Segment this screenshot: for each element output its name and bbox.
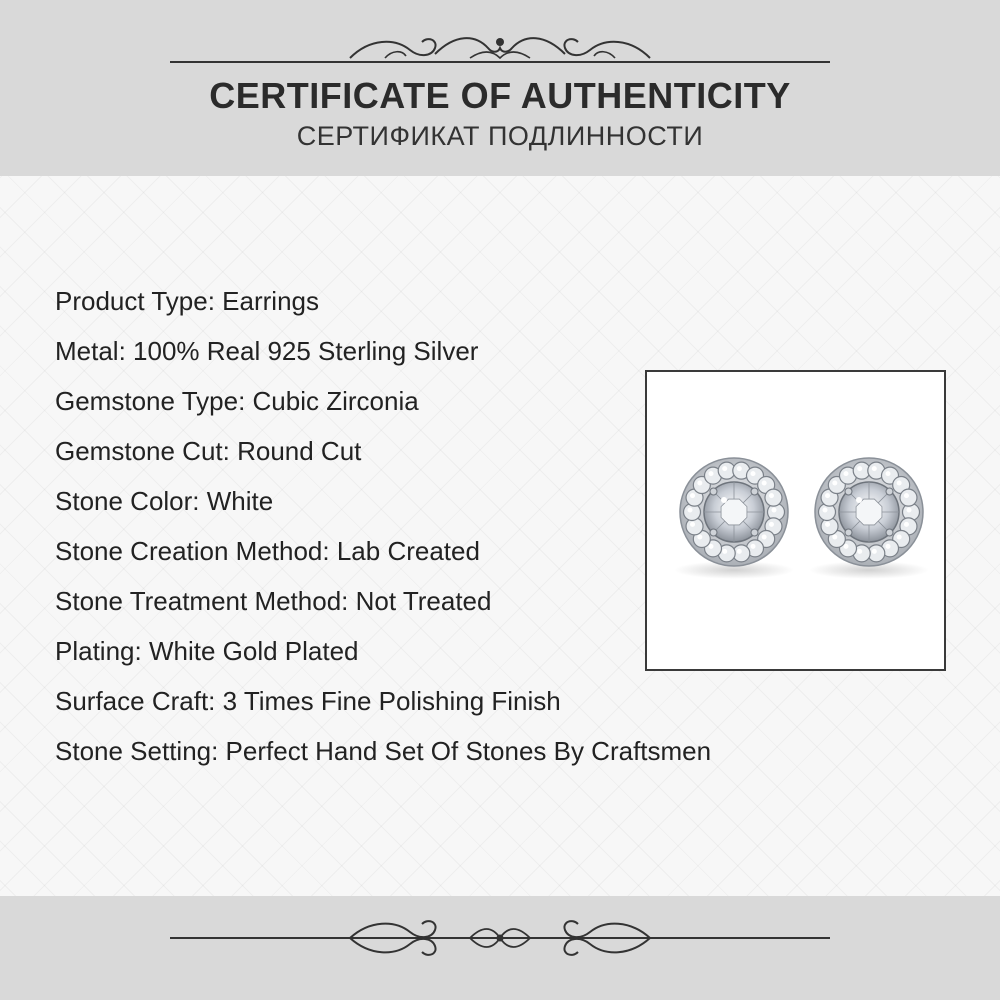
certificate-subtitle-russian: СЕРТИФИКАТ ПОДЛИННОСТИ [296,121,704,151]
header-band [0,0,1000,176]
footer-band [0,896,1000,1000]
certificate-title: CERTIFICATE OF AUTHENTICITY [209,75,791,116]
flourish-divider-icon [170,28,830,68]
flourish-divider-icon [170,918,830,958]
product-photo-frame [645,370,946,671]
left-earring [674,458,794,579]
halo-stud-earrings-photo [647,372,944,669]
right-earring [809,458,929,579]
spec-plating: Plating: White Gold Plated [55,636,359,666]
spec-metal: Metal: 100% Real 925 Sterling Silver [55,336,479,366]
spec-stone-setting: Stone Setting: Perfect Hand Set Of Stones By Craftsmen [55,736,712,766]
spec-product-type: Product Type: Earrings [55,286,319,316]
spec-stone-color: Stone Color: White [55,486,274,516]
spec-gemstone-cut: Gemstone Cut: Round Cut [55,436,362,466]
spec-stone-creation-method: Stone Creation Method: Lab Created [55,536,480,566]
product-spec-list [55,283,711,783]
spec-surface-craft: Surface Craft: 3 Times Fine Polishing Finish [55,686,561,716]
spec-stone-treatment-method: Stone Treatment Method: Not Treated [55,586,492,616]
spec-gemstone-type: Gemstone Type: Cubic Zirconia [55,386,419,416]
